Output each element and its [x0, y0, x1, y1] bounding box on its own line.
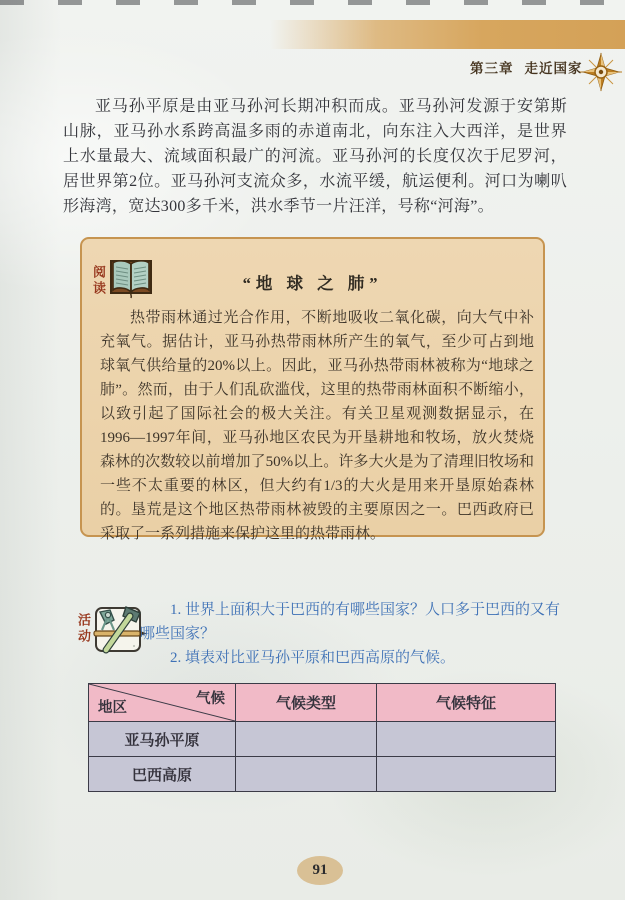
column-header-climate-type: 气候类型 [236, 684, 377, 722]
page-number-badge: 91 [297, 856, 343, 885]
intro-paragraph: 亚马孙平原是由亚马孙河长期冲积而成。亚马孙河发源于安第斯山脉，亚马孙水系跨高温多雨的赤道南北，向东注入大西洋，是世界上水量最大、流域面积最广的河流。亚马孙河的长度仅次于尼罗河，居世界第2位。亚马孙河支流众多，水流平缓，航运便利。河口为喇叭形海湾，宽达300多千米，洪水季节一片汪洋，号称“河海”。 [63, 98, 567, 215]
table-row-amazon-plain [89, 722, 556, 757]
activity-questions [140, 598, 568, 670]
chapter-header-bar [270, 20, 625, 49]
region-cell: 巴西高原 [89, 757, 236, 792]
region-cell: 亚马孙平原 [89, 722, 236, 757]
climate-type-cell-empty [236, 722, 377, 757]
climate-type-cell-empty [236, 757, 377, 792]
top-border-decoration [0, 0, 625, 5]
corner-label-region: 地区 [98, 700, 127, 716]
open-book-icon [105, 255, 157, 306]
table-row-brazil-plateau [89, 757, 556, 792]
activity-label: 活动 [76, 613, 91, 645]
climate-feature-cell-empty [377, 757, 556, 792]
reading-body-text: 热带雨林通过光合作用，不断地吸收二氧化碳，向大气中补充氧气。据估计，亚马孙热带雨林所产生的氧气，至少可占到地球氧气供给量的20%以上。因此，亚马孙热带雨林被称为“地球之肺”。然而，由于人们乱砍滥伐，这里的热带雨林面积不断缩小，以致引起了国际社会的极大关注。有关卫星观测数据显示，在1996—1997年间，亚马孙地区农民为开垦耕地和牧场，放火焚烧森林的次数较以前增加了50%以上。许多大火是为了清理旧牧场和一些不太重要的林区，但大约有1/3的大火是用来开垦原始森林的。垦荒是这个地区热带雨林被毁的主要原因之一。巴西政府已采取了一系列措施来保护这里的热带雨林。 [100, 310, 534, 542]
table-header-row [89, 684, 556, 722]
table-corner-cell [89, 684, 236, 722]
activity-question-1: 1. 世界上面积大于巴西的有哪些国家？人口多于巴西的又有哪些国家？ [140, 602, 561, 642]
chapter-number: 第三章 [470, 61, 514, 76]
climate-table [88, 683, 556, 792]
column-header-climate-feature: 气候特征 [377, 684, 556, 722]
corner-label-climate: 气候 [196, 691, 225, 707]
reading-label: 阅读 [91, 265, 106, 297]
chapter-header [470, 57, 582, 77]
climate-feature-cell-empty [377, 722, 556, 757]
reading-box [80, 237, 545, 542]
reading-section-header [92, 255, 157, 306]
chapter-title: 走近国家 [524, 61, 583, 76]
activity-question-2: 2. 填表对比亚马孙平原和巴西高原的气候。 [170, 650, 456, 666]
reading-title: “地 球 之 肺” [242, 274, 383, 293]
compass-rose-icon [580, 51, 622, 98]
